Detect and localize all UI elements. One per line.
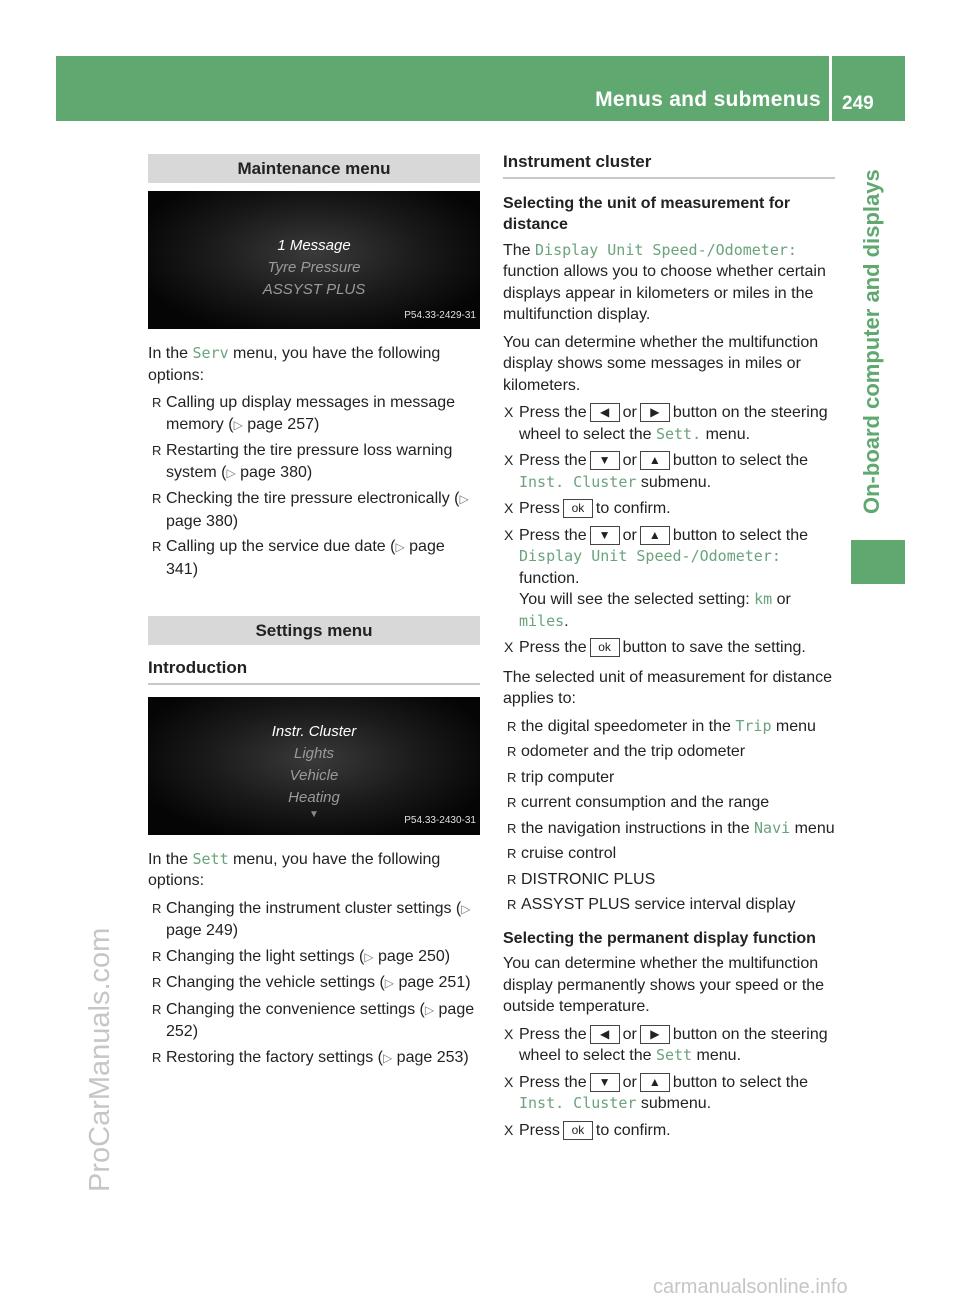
page-ref-icon: ▷ [384, 976, 395, 990]
code-sett: Sett [192, 849, 229, 868]
page-ref-icon: ▷ [395, 540, 405, 554]
list-item: R ASSYST PLUS service interval display [503, 894, 835, 916]
screen-line: Instr. Cluster [271, 722, 357, 740]
list-item: R current consumption and the range [503, 792, 835, 814]
up-arrow-icon: ▲ [640, 451, 670, 470]
permanent-paragraph: You can determine whether the multifunction display permanently shows your speed or the outside temperature. [503, 955, 825, 1015]
header-divider [829, 56, 832, 121]
screen-line: ASSYST PLUS [262, 281, 366, 298]
page-ref-icon: ▷ [382, 1050, 393, 1065]
list-item: R cruise control [503, 843, 835, 865]
image-code: P54.33-2429-31 [404, 309, 476, 321]
permanent-steps [503, 1024, 835, 1142]
screen-line: 1 Message [277, 237, 351, 254]
list-item: R the navigation instructions in the Navi menu [503, 818, 835, 840]
screen-line: Vehicle [289, 766, 339, 784]
settings-display-image [148, 697, 480, 835]
up-arrow-icon: ▲ [640, 526, 670, 545]
watermark-bottom: carmanualsonline.info [653, 1276, 848, 1298]
unit-steps [503, 402, 835, 659]
screen-line: Tyre Pressure [267, 259, 361, 276]
page-number: 249 [842, 93, 874, 114]
step: X Press the ▼ or ▲ button to select the Inst. Cluster submenu. [503, 450, 835, 493]
unit-paragraph-1: The Display Unit Speed-/Odometer: function allows you to choose whether certain displays appear in kilometers or miles in the multifunction display. [503, 240, 826, 323]
page-ref-icon: ▷ [233, 417, 243, 432]
maintenance-options [148, 392, 480, 580]
down-arrow-icon: ▼ [590, 526, 620, 545]
step: X Press the ▼ or ▲ button to select the Inst. Cluster submenu. [503, 1072, 835, 1115]
ok-icon: ok [590, 638, 620, 657]
step: X Press the ▼ or ▲ button to select the Display Unit Speed-/Odometer: function. You will see the selected setting: km or miles. [503, 525, 835, 633]
right-arrow-icon: ▶ [640, 403, 670, 422]
step: X Press ok to confirm. [503, 498, 835, 520]
right-arrow-icon: ▶ [640, 1025, 670, 1044]
list-item: R trip computer [503, 767, 835, 789]
unit-paragraph-2: You can determine whether the multifunction display shows some messages in miles or kilometers. [503, 333, 819, 394]
step: X Press the ok button to save the setting. [503, 637, 835, 659]
header-bar [56, 56, 905, 121]
list-item: R Changing the instrument cluster settings (▷ page 249) [148, 898, 480, 942]
ok-icon: ok [563, 1121, 593, 1140]
scroll-down-icon: ▼ [309, 808, 319, 820]
page-ref-icon: ▷ [459, 492, 469, 506]
list-item: R odometer and the trip odometer [503, 741, 835, 763]
maintenance-intro: In the Serv menu, you have the following options: [148, 344, 441, 384]
code-serv: Serv [192, 344, 229, 362]
up-arrow-icon: ▲ [640, 1073, 670, 1092]
left-arrow-icon: ◀ [590, 403, 620, 422]
settings-intro: In the Sett menu, you have the following options: [148, 849, 441, 889]
list-item: R Changing the light settings (▷ page 250) [148, 946, 480, 969]
page-ref-icon: ▷ [226, 465, 236, 480]
header-title: Menus and submenus [595, 88, 821, 111]
list-item: R Changing the convenience settings (▷ page 252) [148, 999, 480, 1043]
list-item: R Calling up the service due date (▷ page 341) [148, 536, 480, 580]
list-item: R Restoring the factory settings (▷ page 253) [148, 1047, 480, 1070]
list-item: R the digital speedometer in the Trip menu [503, 716, 835, 738]
applies-paragraph: The selected unit of measurement for distance applies to: [503, 668, 833, 707]
screen-line: Heating [288, 788, 340, 806]
ok-icon: ok [563, 499, 593, 518]
applies-list [503, 716, 835, 916]
page-ref-icon: ▷ [461, 901, 471, 916]
maintenance-menu-heading: Maintenance menu [148, 154, 480, 183]
list-item: R Calling up display messages in message memory (▷ page 257) [148, 392, 480, 436]
unit-heading: Selecting the unit of measurement for distance [503, 194, 791, 233]
list-item: R Checking the tire pressure electronically (▷ page 380) [148, 488, 480, 532]
step: X Press the ◀ or ▶ button on the steering wheel to select the Sett menu. [503, 1024, 835, 1067]
instrument-cluster-heading: Instrument cluster [503, 151, 835, 179]
list-item: R Changing the vehicle settings (▷ page 251) [148, 972, 480, 995]
left-arrow-icon: ◀ [590, 1025, 620, 1044]
image-code: P54.33-2430-31 [404, 815, 476, 826]
settings-options [148, 898, 480, 1070]
side-tab-marker [851, 540, 905, 584]
code-display-unit: Display Unit Speed-/Odometer: [535, 240, 797, 259]
page-ref-icon: ▷ [424, 1002, 435, 1017]
list-item: R DISTRONIC PLUS [503, 869, 835, 891]
step: X Press ok to confirm. [503, 1120, 835, 1142]
down-arrow-icon: ▼ [590, 451, 620, 470]
watermark-side: ProCarManuals.com [84, 927, 116, 1192]
introduction-heading: Introduction [148, 657, 480, 685]
side-tab-text: On-board computer and displays [859, 169, 884, 514]
page-ref-icon: ▷ [364, 949, 374, 964]
permanent-display-heading: Selecting the permanent display function [503, 929, 816, 947]
down-arrow-icon: ▼ [590, 1073, 620, 1092]
maintenance-display-image [148, 191, 480, 329]
screen-line: Lights [293, 744, 335, 762]
step: X Press the ◀ or ▶ button on the steering wheel to select the Sett. menu. [503, 402, 835, 445]
list-item: R Restarting the tire pressure loss warning system (▷ page 380) [148, 440, 480, 484]
right-column [503, 151, 835, 1149]
settings-menu-heading: Settings menu [148, 616, 480, 645]
left-column [148, 154, 480, 1077]
